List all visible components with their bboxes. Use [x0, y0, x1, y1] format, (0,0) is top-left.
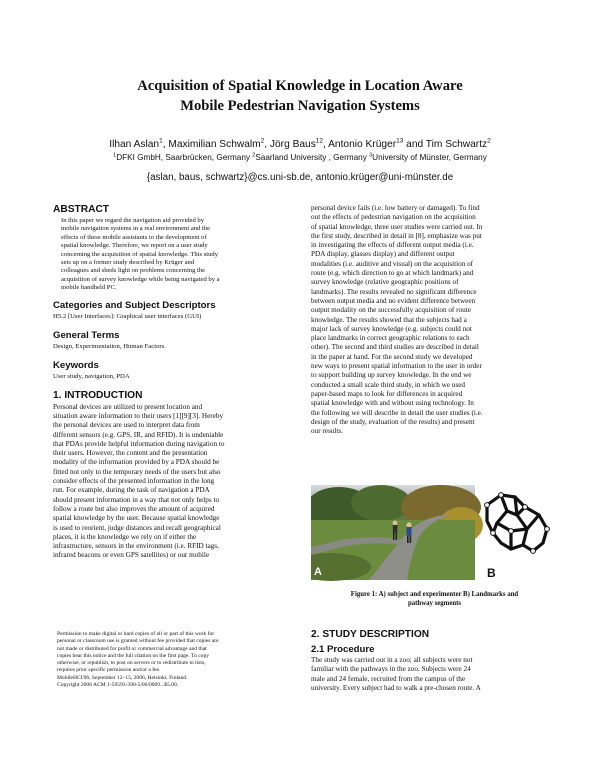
- body-line: is used to reorient, judge distances and recall geographical: [53, 523, 221, 532]
- body-line: infrared beacons or even GPS satellites) or our mobile: [53, 551, 210, 560]
- author-affil-marker: 2: [260, 137, 265, 145]
- right-column: [311, 204, 558, 436]
- author-emails: {aslan, baus, schwartz}@cs.uni-sb.de, antonio.krüger@uni-münster.de: [146, 172, 454, 183]
- affiliation-list: [40, 153, 560, 163]
- body-line: spatial knowledge by the user. Because spatial knowledge: [53, 514, 220, 523]
- study-heading: 2. STUDY DESCRIPTION: [311, 629, 430, 640]
- body-line: the personal devices are used to interpret data from: [53, 421, 200, 430]
- body-line: modalities (i.e. auditive and visual) on the acquisition of: [311, 259, 474, 268]
- categories-text: H5.2 [User Interfaces]: Graphical user interfaces (GUI): [53, 312, 202, 320]
- introduction-heading: 1. INTRODUCTION: [53, 389, 143, 401]
- body-line: survey knowledge (relative geographic positions of: [311, 278, 459, 287]
- permission-line: requires prior specific permission and/or a fee.: [57, 667, 161, 674]
- abstract-heading: ABSTRACT: [53, 204, 110, 215]
- affiliation: Saarland University , Germany: [255, 153, 370, 162]
- author-name: , Maximilian Schwalm: [162, 139, 261, 150]
- author-affil-marker: 12: [315, 137, 324, 145]
- figure-1-caption: [311, 590, 558, 608]
- body-line: knowledge. The results showed that the subjects had a: [311, 315, 467, 324]
- affiliation: University of Münster, Germany: [372, 153, 487, 162]
- author-name: and Tim Schwartz: [403, 139, 488, 150]
- body-line: conducted a small scale third study, in which we used: [311, 380, 466, 389]
- study-section: [311, 629, 558, 693]
- body-line: between output media and no evident difference between: [311, 296, 476, 305]
- body-line: landmarks). The results revealed no significant difference: [311, 287, 477, 296]
- general-terms-text: Design, Experimentation, Human Factors.: [53, 342, 166, 350]
- figure-label-b: B: [487, 566, 496, 580]
- body-line: paper-based maps to look for differences in acquired: [311, 389, 463, 398]
- abstract-line: mobile navigation systems in a real environment and the: [61, 225, 211, 233]
- body-line: follow a route but also improves the amount of acquired: [53, 504, 215, 513]
- body-line: run. For example, during the task of navigation a PDA: [53, 486, 210, 495]
- body-line: other). The second and third studies are described in detail: [311, 343, 479, 352]
- body-line: output modality on the successfully acquisition of route: [311, 306, 471, 315]
- body-line: major lack of survey knowledge (e.g. subjects could not: [311, 324, 472, 333]
- body-line: Personal devices are utilized to present location and: [53, 402, 203, 411]
- body-line: the first study, described in detail in [8], emphasize was put: [311, 231, 482, 240]
- body-line: design of the study, evaluation of the results) and present: [311, 417, 475, 426]
- keywords-heading: Keywords: [53, 359, 99, 371]
- author-name: Ilhan Aslan: [109, 139, 160, 150]
- figure-1-graphics: [311, 485, 558, 590]
- permission-line: not made or distributed for profit or commercial advantage and that: [57, 645, 207, 652]
- body-line: PDA display, glasses display) and different output: [311, 250, 455, 259]
- abstract-line: mobile handheld PC.: [61, 284, 117, 292]
- abstract-body: [53, 217, 300, 293]
- body-line: route (e.g. which direction to go at which landmark) and: [311, 269, 474, 278]
- body-line: our results.: [311, 427, 343, 436]
- body-line: in the paper at hand. For the second study we developed: [311, 352, 473, 361]
- author-affil-marker: 2: [487, 137, 491, 145]
- procedure-heading: 2.1 Procedure: [311, 644, 375, 655]
- route-diagram: [487, 495, 547, 551]
- body-line: their users. However, the content and the presentation: [53, 449, 208, 458]
- body-line: new ways to present spatial information to the user in order: [311, 362, 482, 371]
- title-line-2: Mobile Pedestrian Navigation Systems: [180, 98, 420, 114]
- body-line: university. Every subject had to walk a pre-chosen route. A: [311, 683, 481, 692]
- figure-label-a: A: [314, 566, 322, 578]
- body-line: out the effects of pedestrian navigation on the acquisition: [311, 213, 476, 222]
- body-line: of spatial knowledge, three user studies were carried out. In: [311, 222, 483, 231]
- keywords-text: User study, navigation, PDA: [53, 372, 130, 380]
- abstract-line: acquisition of survey knowledge while being navigated by a: [61, 275, 220, 283]
- affil-marker: 3: [369, 152, 373, 159]
- body-line: the following we will describe in detail the user studies (i.e.: [311, 408, 483, 417]
- author-name: , Antonio Krüger: [323, 139, 397, 150]
- permission-line: personal or classroom use is granted without fee provided that copies are: [57, 638, 219, 645]
- body-line: modality of the information provided by a PDA should be: [53, 458, 220, 467]
- photo-subject-experimenter: [311, 485, 483, 581]
- affil-marker: 1: [113, 152, 117, 159]
- body-line: infrastructure, sensors in the environment (i.e. RFID tags,: [53, 542, 219, 551]
- categories-heading: Categories and Subject Descriptors: [53, 299, 216, 311]
- abstract-line: colleagues and sheds light on problems concerning the: [61, 267, 206, 275]
- author-affil-marker: 1: [159, 137, 163, 145]
- author-name: , Jörg Baus: [264, 139, 316, 150]
- affil-marker: 2: [252, 152, 256, 159]
- permission-line: copies bear this notice and the full citation on the first page. To copy: [57, 652, 210, 659]
- body-line: places, it is the knowledge we rely on if either the: [53, 532, 197, 541]
- body-line: familiar with the pathways in the zoo. Subjects were 24: [311, 665, 471, 674]
- abstract-line: concerning the acquisition of spatial knowledge. This study: [61, 250, 218, 258]
- body-line: in investigating the effects of different output media (i.e.: [311, 241, 474, 250]
- body-line: male and 24 female, recruited from the campus of the: [311, 674, 466, 683]
- permission-block: [57, 631, 295, 689]
- permission-line: Copyright 2006 ACM 1-59593-390-5/06/0009...$5.00.: [57, 682, 179, 689]
- permission-line: MobileHCI'06, September 12–15, 2006, Helsinki, Finland.: [57, 674, 188, 681]
- general-terms-heading: General Terms: [53, 329, 120, 341]
- body-line: consider effects of the presented information in the long: [53, 477, 215, 486]
- body-line: place landmarks in correct geographic relations to each: [311, 334, 470, 343]
- body-line: personal device fails (i.e. low battery or damaged). To find: [311, 204, 480, 212]
- body-line: should present information in a way that not only helps to: [53, 495, 220, 504]
- permission-line: otherwise, or republish, to post on servers or to redistribute to lists,: [57, 660, 206, 667]
- title-line-1: Acquisition of Spatial Knowledge in Location Aware: [137, 78, 463, 94]
- permission-line: Permission to make digital or hard copies of all or part of this work for: [57, 631, 215, 637]
- author-affil-marker: 13: [396, 137, 404, 145]
- body-line: that PDAs provide helpful information during navigation to: [53, 439, 225, 448]
- body-line: The study was carried out in a zoo; all subjects were not: [311, 656, 473, 664]
- procedure-body: [311, 656, 558, 693]
- left-column: [53, 204, 300, 561]
- introduction-body: [53, 403, 300, 561]
- abstract-line: In this paper we regard the navigation aid provided by: [61, 217, 205, 224]
- right-column-body: [311, 204, 558, 436]
- caption-line: pathway segments: [407, 600, 462, 607]
- body-line: spatial knowledge with and without using technology. In: [311, 399, 474, 408]
- body-line: fitted not only to the temporary needs of the users but also: [53, 467, 221, 476]
- body-line: situation aware information to their users [1][9][3]. Hereby: [53, 411, 224, 420]
- body-line: to support building up survey knowledge. In the end we: [311, 371, 472, 380]
- abstract-line: sets up on a former study described by Krüger and: [61, 259, 195, 267]
- abstract-line: spatial knowledge. Therefore, we report on a user study: [61, 242, 208, 250]
- affiliation: DFKI GmbH, Saarbrücken, Germany: [116, 153, 253, 162]
- author-list: [40, 139, 560, 151]
- caption-line: Figure 1: A) subject and experimenter B) Landmarks and: [350, 591, 519, 598]
- paper-title: [60, 76, 540, 116]
- figure-1: [311, 485, 558, 590]
- body-line: different sensors (e.g. GPS, IR, and RFID). It is undeniable: [53, 430, 224, 439]
- abstract-line: effects of these mobile assistants to the development of: [61, 233, 207, 241]
